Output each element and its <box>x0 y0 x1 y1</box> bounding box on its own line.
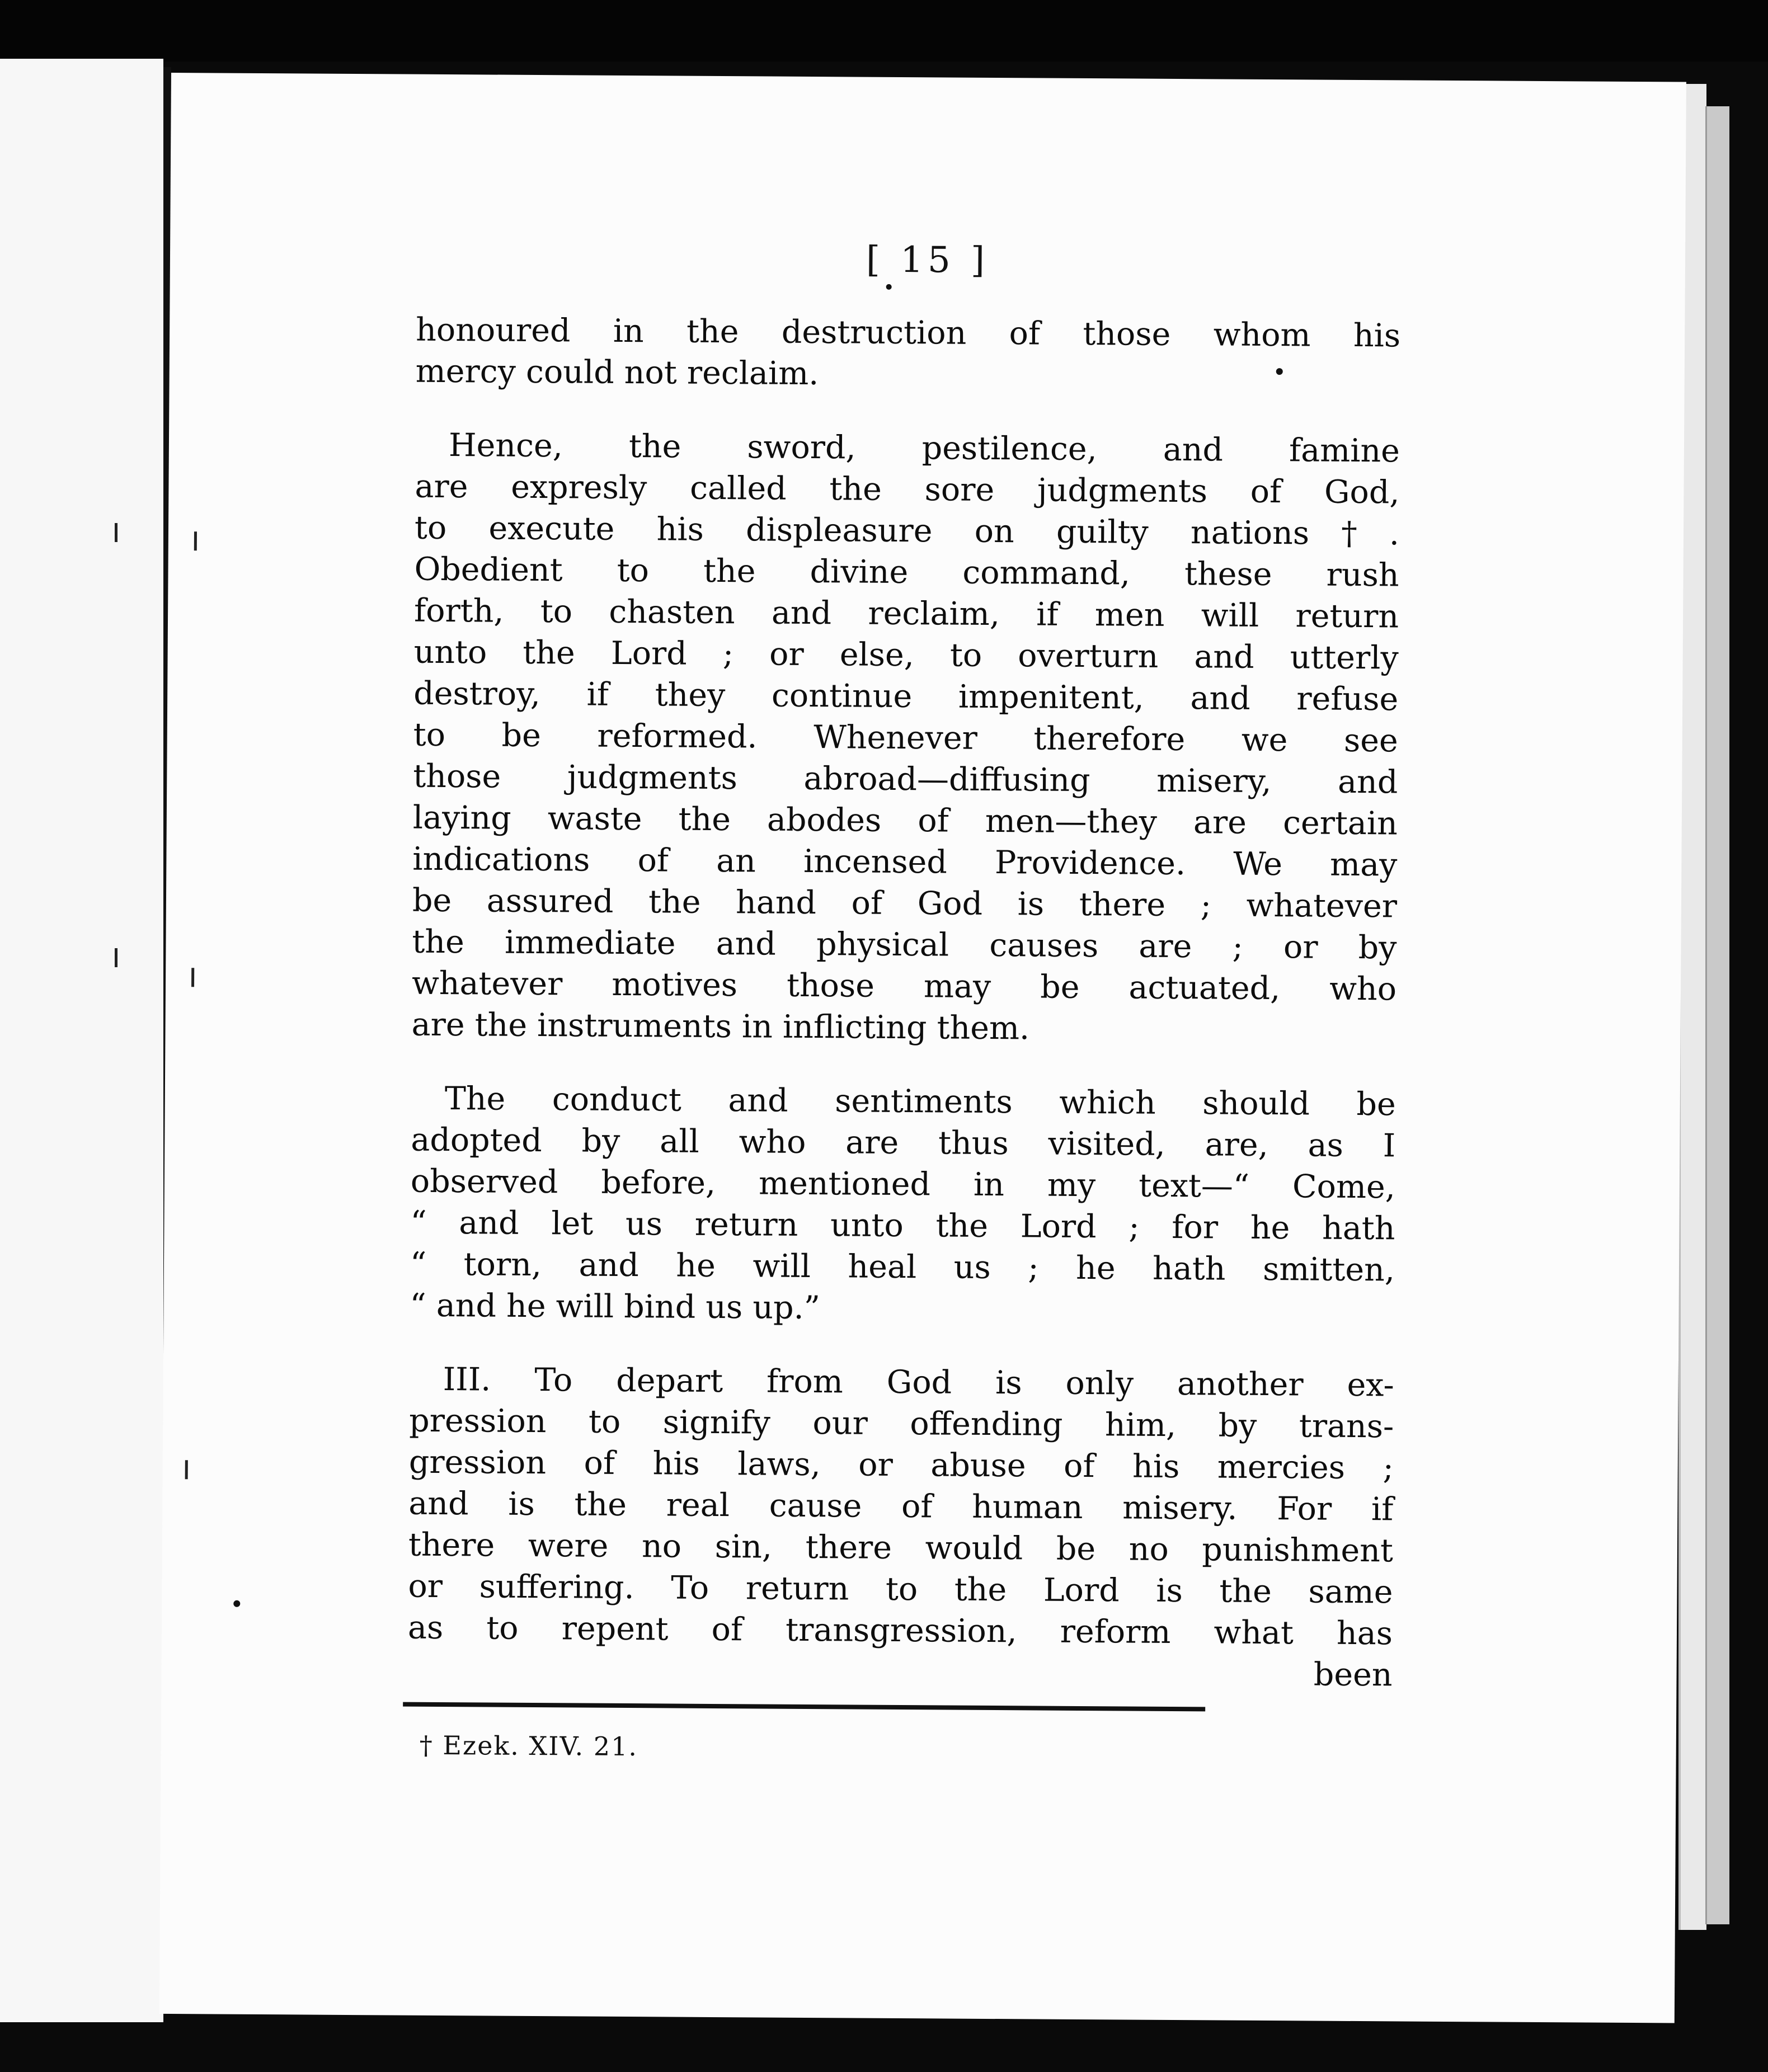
text-line: forth, to chasten and reclaim, if men will return <box>413 592 1399 635</box>
text-line: “ and let us return unto the Lord ; for he hath <box>410 1204 1395 1247</box>
paragraph-gap <box>410 1326 1394 1365</box>
text-line: the immediate and physical causes are ; or by <box>412 923 1397 967</box>
margin-mark <box>115 523 117 542</box>
text-line: indications of an incensed Providence. We may <box>412 840 1398 884</box>
text-line: be assured the hand of God is there ; whatever <box>412 882 1398 925</box>
text-line: to be reformed. Whenever therefore we see <box>413 716 1398 760</box>
text-line: III. To depart from God is only another ex- <box>443 1361 1394 1404</box>
text-line: The conduct and sentiments which should be <box>444 1080 1396 1123</box>
text-line: destroy, if they continue impenitent, and refuse <box>413 675 1399 718</box>
ink-speck <box>1276 368 1283 375</box>
text-line: mercy could not reclaim. <box>415 352 819 393</box>
text-line: laying waste the abodes of men—they are certain <box>412 799 1398 842</box>
margin-mark <box>191 968 194 987</box>
text-line: honoured in the destruction of those whom his <box>415 311 1401 355</box>
text-line: observed before, mentioned in my text—“ Come, <box>410 1162 1396 1206</box>
text-line: as to repent of transgression, reform what has <box>407 1609 1393 1652</box>
text-line: gression of his laws, or abuse of his mercies ; <box>408 1443 1394 1487</box>
paragraph-gap <box>411 1046 1396 1084</box>
text-line: Hence, the sword, pestilence, and famine <box>448 427 1400 470</box>
text-line: whatever motives those may be actuated, who <box>411 964 1397 1008</box>
text-line: adopted by all who are thus visited, are, as I <box>411 1121 1396 1165</box>
text-line: there were no sin, there would be no punishment <box>408 1526 1394 1570</box>
footnote: † Ezek. XIV. 21. <box>419 1730 638 1762</box>
scan-top-border <box>0 0 1768 62</box>
margin-mark <box>185 1460 188 1479</box>
text-line: unto the Lord ; or else, to overturn and utterly <box>413 633 1399 677</box>
text-line: and is the real cause of human misery. For if <box>408 1485 1394 1528</box>
body-text <box>407 309 1400 1696</box>
ink-speck <box>886 284 892 290</box>
text-line: “ and he will bind us up.” <box>410 1287 821 1327</box>
footnote-rule <box>403 1702 1205 1712</box>
page-edge <box>1705 106 1729 1924</box>
margin-mark <box>115 948 117 967</box>
page-number: [ 15 ] <box>866 239 990 281</box>
text-line: or suffering. To return to the Lord is the same <box>408 1567 1393 1611</box>
text-line: are the instruments in inflicting them. <box>411 1006 1030 1047</box>
facing-page-fragment <box>0 59 163 2022</box>
paragraph-gap <box>415 392 1400 431</box>
text-line: pression to signify our offending him, by trans- <box>409 1402 1394 1445</box>
margin-mark <box>194 531 197 550</box>
text-line: Obedient to the divine command, these rush <box>414 550 1399 594</box>
catchword: been <box>1313 1656 1393 1694</box>
text-line: to execute his displeasure on guilty nations†. <box>414 509 1400 553</box>
book-page <box>159 73 1686 2023</box>
text-line: are expresly called the sore judgments of God, <box>415 468 1400 511</box>
ink-speck <box>233 1600 240 1607</box>
text-line: “ torn, and he will heal us ; he hath smitten, <box>410 1245 1395 1289</box>
text-line: those judgments abroad—diffusing misery, and <box>413 757 1398 801</box>
